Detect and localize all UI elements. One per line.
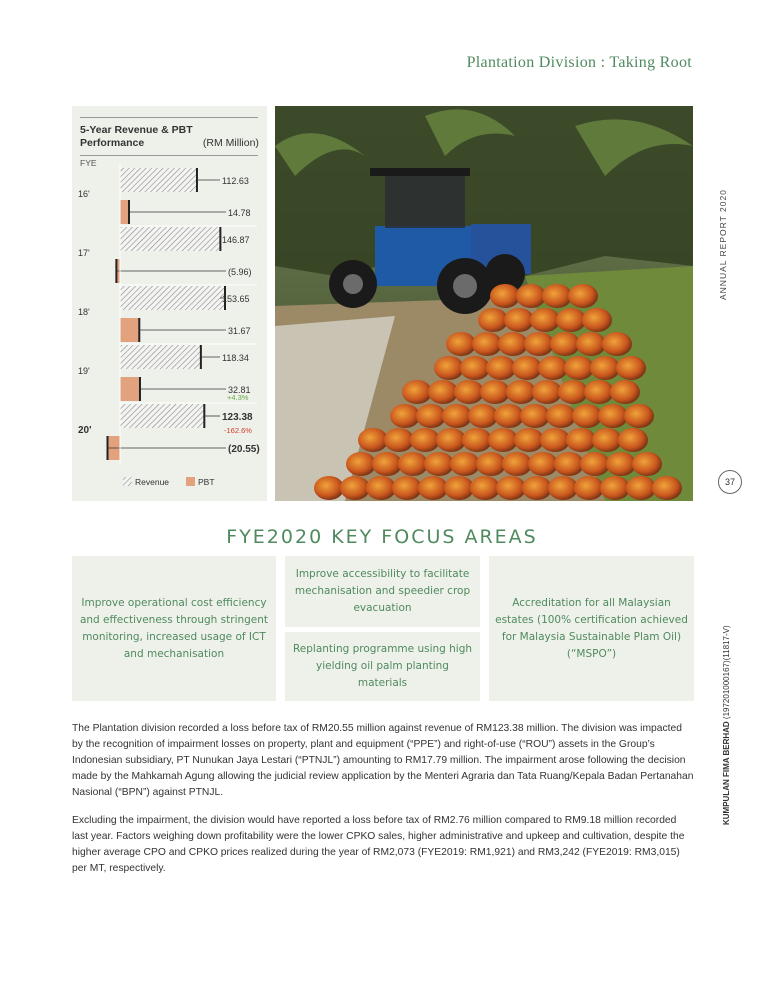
category-label: 16' <box>78 189 90 199</box>
palm-fruit-bunch <box>398 452 428 476</box>
palm-fruit-bunch <box>372 452 402 476</box>
palm-fruit-bunch <box>602 332 632 356</box>
revenue-bar <box>120 168 197 192</box>
palm-fruit-bunch <box>502 452 532 476</box>
palm-fruit-bunch <box>390 404 420 428</box>
revenue-bar <box>120 345 201 369</box>
palm-fruit-bunch <box>442 404 472 428</box>
palm-fruit-bunch <box>564 356 594 380</box>
company-registration: (197201000167)(11817-V) <box>722 625 731 722</box>
palm-fruit-bunch <box>424 452 454 476</box>
fye-label: FYE <box>80 158 97 168</box>
palm-fruit-bunch <box>462 428 492 452</box>
palm-fruit-bunch <box>574 476 604 500</box>
chart-title-unit: (RM Million) <box>202 137 259 149</box>
palm-fruit-bunch <box>488 428 518 452</box>
palm-fruit-bunch <box>346 452 376 476</box>
annual-report-label: ANNUAL REPORT 2020 <box>718 189 728 300</box>
palm-fruit-bunch <box>358 428 388 452</box>
palm-fruit-bunch <box>592 428 622 452</box>
palm-fruit-bunch <box>480 380 510 404</box>
pbt-bar <box>120 318 139 342</box>
palm-fruit-bunch <box>632 452 662 476</box>
revenue-value-label: 123.38 <box>222 412 253 423</box>
legend-revenue-swatch <box>123 477 132 486</box>
palm-fruit-bunch <box>512 356 542 380</box>
palm-fruit-bunch <box>402 380 432 404</box>
palm-fruit-bunch <box>606 452 636 476</box>
palm-fruit-bunch <box>314 476 344 500</box>
palm-fruit-bunch <box>366 476 396 500</box>
palm-fruit-bunch <box>548 476 578 500</box>
palm-fruit-bunch <box>528 452 558 476</box>
category-label: 17' <box>78 248 90 258</box>
palm-fruit-bunch <box>576 332 606 356</box>
palm-fruit-bunch <box>568 284 598 308</box>
palm-fruit-bunch <box>514 428 544 452</box>
revenue-value-label: 146.87 <box>222 235 250 245</box>
pbt-value-label: 32.81 <box>228 385 251 395</box>
focus-area-replanting: Replanting programme using high yielding oil palm planting materials <box>285 632 480 701</box>
pbt-value-label: 14.78 <box>228 208 251 218</box>
focus-area-accreditation: Accreditation for all Malaysian estates (100% certification achieved for Malaysia Sustainable Plam Oil) (“MSPO”) <box>489 556 694 701</box>
revenue-bar <box>120 227 220 251</box>
palm-fruit-bunch <box>450 452 480 476</box>
pbt-value-label: (5.96) <box>228 267 252 277</box>
palm-fruit-bunch <box>540 428 570 452</box>
category-label: 20' <box>78 425 92 436</box>
palm-fruit-bunch <box>626 476 656 500</box>
palm-fruit-bunch <box>520 404 550 428</box>
revenue-pbt-chart <box>72 106 267 501</box>
pbt-bar <box>120 200 129 224</box>
palm-fruit-bunch <box>506 380 536 404</box>
palm-fruit-bunch <box>522 476 552 500</box>
pbt-change-label: -162.6% <box>224 426 252 435</box>
tractor-palm-fruit-photo <box>275 106 693 501</box>
palm-fruit-bunch <box>524 332 554 356</box>
palm-fruit-bunch <box>610 380 640 404</box>
revenue-value-label: 118.34 <box>222 353 249 363</box>
palm-fruit-bunch <box>340 476 370 500</box>
palm-fruit-bunch <box>580 452 610 476</box>
page-number: 37 <box>718 470 742 494</box>
palm-fruit-bunch <box>436 428 466 452</box>
palm-fruit-bunch <box>584 380 614 404</box>
palm-fruit-bunch <box>554 452 584 476</box>
palm-fruit-bunch <box>558 380 588 404</box>
photo-illustration <box>275 106 693 501</box>
palm-fruit-bunch <box>624 404 654 428</box>
palm-fruit-bunch <box>418 476 448 500</box>
palm-fruit-bunch <box>616 356 646 380</box>
legend-revenue-label: Revenue <box>135 477 170 487</box>
palm-fruit-bunch <box>550 332 580 356</box>
focus-area-cost-efficiency: Improve operational cost efficiency and effectiveness through stringent monitoring, increased usage of ICT and mechanisation <box>72 556 276 701</box>
palm-fruit-bunch <box>486 356 516 380</box>
palm-fruit-bunch <box>476 452 506 476</box>
page-header-title: Plantation Division : Taking Root <box>466 54 692 71</box>
palm-fruit-bunch <box>600 476 630 500</box>
palm-fruit-bunch <box>542 284 572 308</box>
legend-pbt-label: PBT <box>198 477 215 487</box>
palm-fruit-bunch <box>468 404 498 428</box>
palm-fruit-bunch <box>566 428 596 452</box>
palm-fruit-bunch <box>392 476 422 500</box>
key-focus-title: FYE2020 KEY FOCUS AREAS <box>226 526 538 548</box>
category-label: 19' <box>78 366 90 376</box>
category-label: 18' <box>78 307 90 317</box>
palm-fruit-bunch <box>410 428 440 452</box>
palm-fruit-bunch <box>494 404 524 428</box>
palm-fruit-bunch <box>618 428 648 452</box>
revenue-change-label: +4.3% <box>227 393 249 402</box>
palm-fruit-bunch <box>428 380 458 404</box>
palm-fruit-bunch <box>490 284 520 308</box>
palm-fruit-bunch <box>496 476 526 500</box>
chart-title-main: 5-Year Revenue & PBT Performance <box>80 124 193 149</box>
company-label <box>718 625 748 825</box>
company-name: KUMPULAN FIMA BERHAD <box>722 721 731 825</box>
palm-fruit-bunch <box>538 356 568 380</box>
palm-fruit-bunch <box>556 308 586 332</box>
pbt-bar <box>120 377 140 401</box>
pbt-value-label: 31.67 <box>228 326 251 336</box>
palm-fruit-bunch <box>454 380 484 404</box>
palm-fruit-bunch <box>416 404 446 428</box>
palm-fruit-bunch <box>384 428 414 452</box>
palm-fruit-bunch <box>530 308 560 332</box>
palm-fruit-bunch <box>546 404 576 428</box>
palm-fruit-bunch <box>572 404 602 428</box>
revenue-bar <box>120 404 204 428</box>
palm-fruit-bunch <box>504 308 534 332</box>
palm-fruit-bunch <box>460 356 490 380</box>
palm-fruit-bunch <box>444 476 474 500</box>
palm-fruit-bunch <box>652 476 682 500</box>
revenue-value-label: 112.63 <box>222 176 249 186</box>
chart-svg <box>72 106 267 501</box>
palm-fruit-bunch <box>582 308 612 332</box>
pbt-value-label: (20.55) <box>228 444 260 455</box>
palm-fruit-bunch <box>498 332 528 356</box>
palm-fruit-bunch <box>472 332 502 356</box>
legend-pbt-swatch <box>186 477 195 486</box>
palm-fruit-bunch <box>478 308 508 332</box>
focus-area-accessibility: Improve accessibility to facilitate mechanisation and speedier crop evacuation <box>285 556 480 627</box>
revenue-value-label: 153.65 <box>222 294 250 304</box>
palm-fruit-bunch <box>516 284 546 308</box>
palm-fruit-bunch <box>590 356 620 380</box>
palm-fruit-bunch <box>434 356 464 380</box>
palm-fruit-bunch <box>598 404 628 428</box>
body-paragraph-2: Excluding the impairment, the division would have reported a loss before tax of RM2.76 million compared to RM9.18 million recorded last year. Factors weighing down profitability were the lower CPKO sales, higher administrative and upkeep and cultivation, despite the higher average CPO and CPKO prices realized during the year of RM2,073 (FYE2019: RM1,921) and RM3,242 (FYE2019: RM3,015) per MT, respectively. <box>72 815 685 874</box>
palm-fruit-bunch <box>470 476 500 500</box>
palm-fruit-bunch <box>532 380 562 404</box>
body-paragraph-1: The Plantation division recorded a loss before tax of RM20.55 million against revenue of RM123.38 million. The division was impacted by the recognition of impairment losses on property, plant and equipment (“PPE”) and right-of-use (“ROU”) assets in the Group’s Indonesian subsidiary, PT Nunukan Jaya Lestari (“PTNJL”) amounting to RM17.79 million. The impairment arose following the decision made by the Mahkamah Agung allowing the judicial review application by the Menteri Agraria dan Tata Ruang/Kepala Badan Pertanahan Nasional (“BPN”) against PTNJL. <box>72 723 694 798</box>
palm-fruit-bunch <box>446 332 476 356</box>
revenue-bar <box>120 286 225 310</box>
